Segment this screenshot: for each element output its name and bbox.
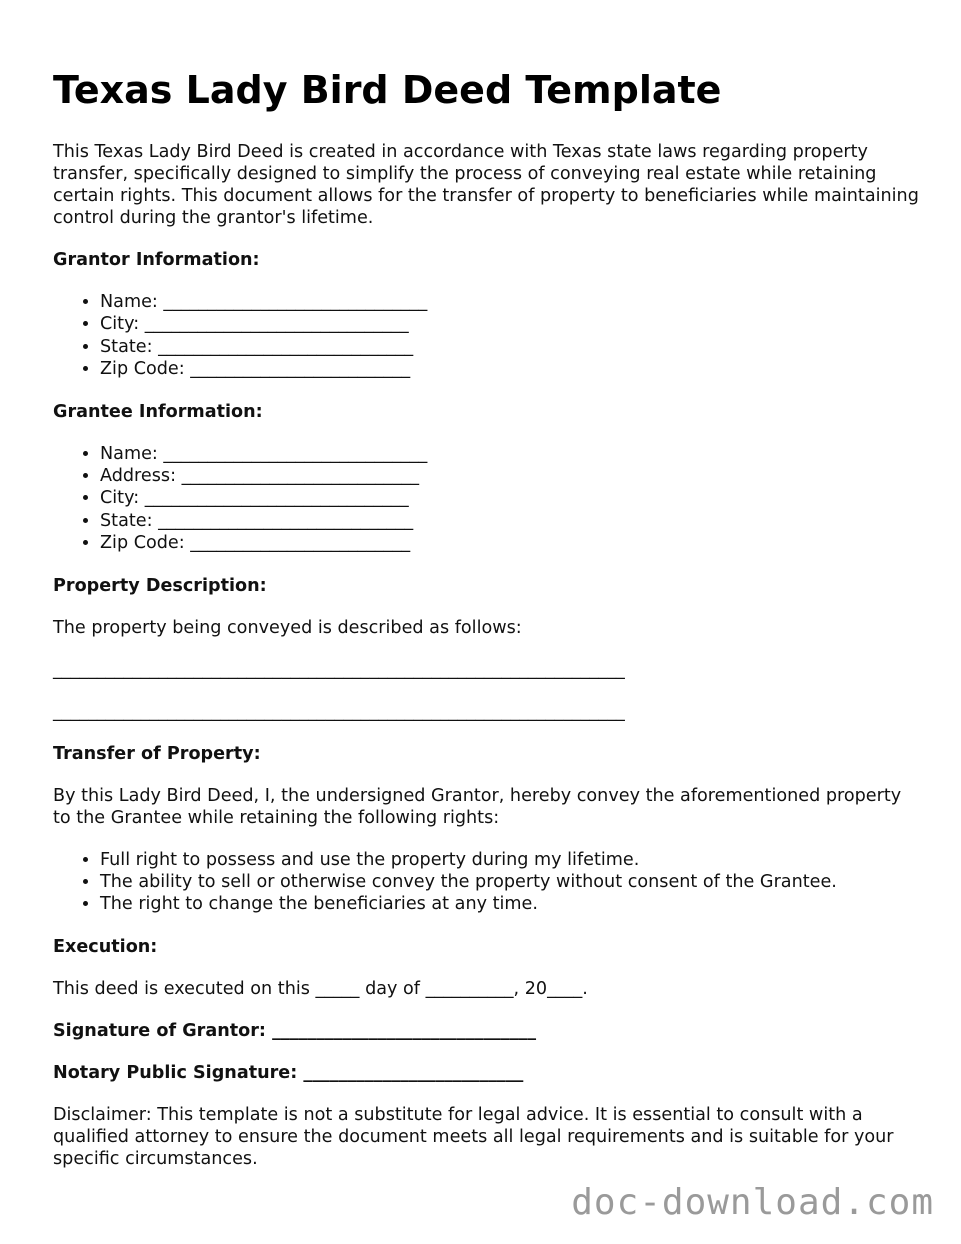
grantor-name-field: • Name: ______________________________: [100, 291, 923, 313]
retained-right-item: • The right to change the beneficiaries at any time.: [100, 893, 923, 915]
grantee-city-field: • City: ______________________________: [100, 487, 923, 509]
transfer-heading: Transfer of Property:: [53, 743, 261, 764]
document-page: [53, 64, 923, 1190]
retained-right-item: • The ability to sell or otherwise convey the property without consent of the Grantee.: [100, 871, 923, 893]
grantee-fields-list: [53, 443, 923, 555]
intro-paragraph: This Texas Lady Bird Deed is created in accordance with Texas state laws regarding property transfer, specifically designed to simplify the process of conveying real estate while retaining certain rights. This document allows for the transfer of property to beneficiaries while maintaining control during the grantor's lifetime.: [53, 142, 919, 228]
grantee-name-field: • Name: ______________________________: [100, 443, 923, 465]
grantor-zip-field: • Zip Code: _________________________: [100, 358, 923, 380]
disclaimer-paragraph: Disclaimer: This template is not a substitute for legal advice. It is essential to consult with a qualified attorney to ensure the document meets all legal requirements and is suitable for your specific circumstances.: [53, 1104, 894, 1169]
grantee-state-field: • State: _____________________________: [100, 510, 923, 532]
notary-signature-line: Notary Public Signature: _________________________: [53, 1062, 524, 1083]
retained-rights-list: [53, 849, 923, 916]
grantor-state-field: • State: _____________________________: [100, 336, 923, 358]
grantee-heading: Grantee Information:: [53, 401, 263, 422]
grantor-signature-line: Signature of Grantor: ______________________________: [53, 1020, 536, 1041]
property-text: The property being conveyed is described as follows:: [53, 617, 522, 638]
property-heading: Property Description:: [53, 575, 267, 596]
property-blank-line-1: _________________________________________________________________: [53, 659, 625, 680]
property-blank-line-2: _________________________________________________________________: [53, 701, 625, 722]
document-title: Texas Lady Bird Deed Template: [53, 68, 722, 112]
retained-right-item: • Full right to possess and use the property during my lifetime.: [100, 849, 923, 871]
watermark-text: doc-download.com: [571, 1182, 934, 1223]
grantee-zip-field: • Zip Code: _________________________: [100, 532, 923, 554]
execution-heading: Execution:: [53, 936, 158, 957]
grantor-fields-list: [53, 291, 923, 381]
grantor-heading: Grantor Information:: [53, 250, 260, 270]
grantee-address-field: • Address: ___________________________: [100, 465, 923, 487]
transfer-text: By this Lady Bird Deed, I, the undersigned Grantor, hereby convey the aforementioned property to the Grantee while retaining the following rights:: [53, 785, 902, 828]
grantor-city-field: • City: ______________________________: [100, 313, 923, 335]
execution-text: This deed is executed on this _____ day of __________, 20____.: [53, 978, 588, 999]
